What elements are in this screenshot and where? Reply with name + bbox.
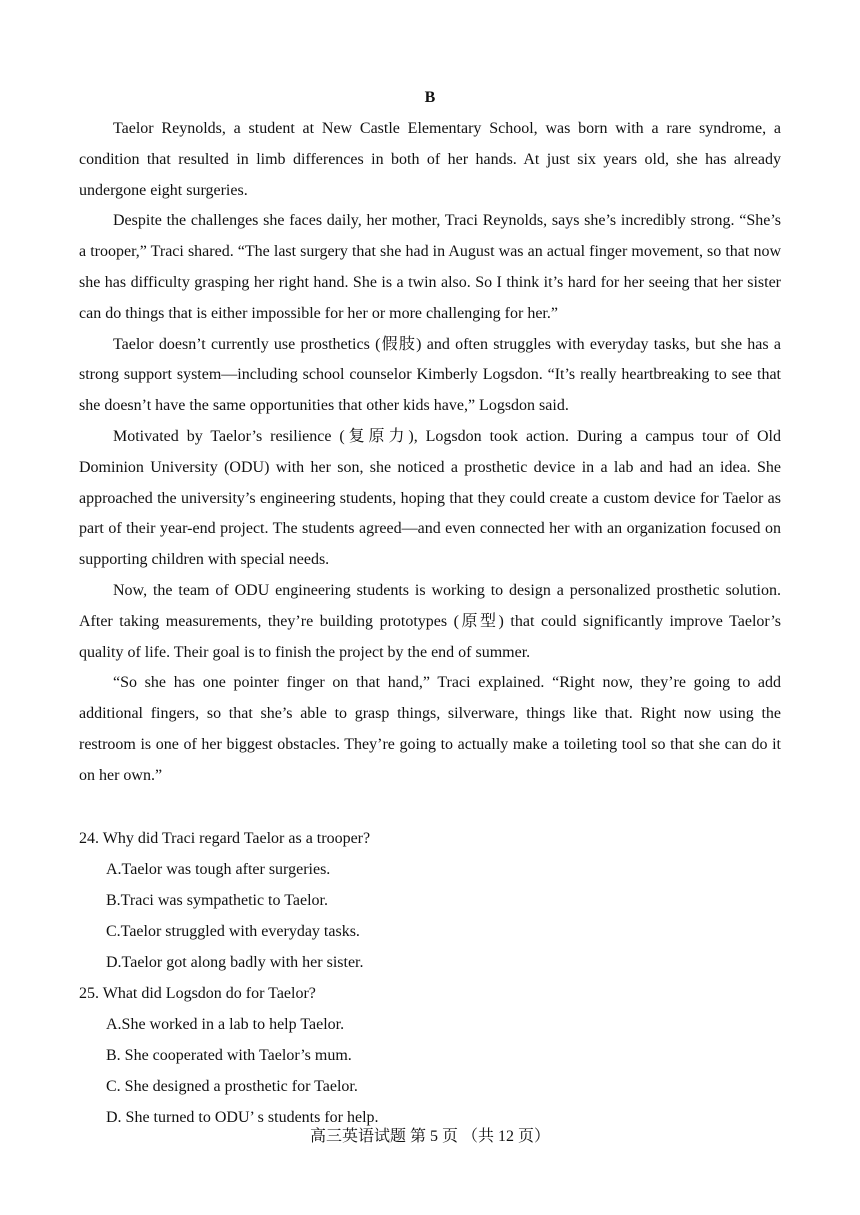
question-stem: 24. Why did Traci regard Taelor as a trooper? <box>79 830 371 847</box>
option-c: C.Taelor struggled with everyday tasks. <box>106 923 360 940</box>
passage-paragraph: Taelor Reynolds, a student at New Castle Elementary School, was born with a rare syndrome, a condition that resulted in limb differences in both of her hands. At just six years old, she has already undergone eight surgeries. <box>79 120 781 199</box>
passage-paragraph: Now, the team of ODU engineering students is working to design a personalized prosthetic solution. After taking measurements, they’re building prototypes (原型) that could significantly improve Taelor’s quality of life. Their goal is to finish the project by the end of summer. <box>79 581 781 661</box>
passage-paragraph: “So she has one pointer finger on that hand,” Traci explained. “Right now, they’re going to add additional fingers, so that she’s able to grasp things, silverware, things like that. Right now using the restroom is one of her biggest obstacles. They’re going to actually make a toileting tool so that she can do it on her own.” <box>79 674 781 784</box>
question-24 <box>79 823 781 978</box>
question-list <box>79 823 781 1133</box>
passage-paragraph: Despite the challenges she faces daily, her mother, Traci Reynolds, says she’s incredibly strong. “She’s a trooper,” Traci shared. “The last surgery that she had in August was an actual finger movement, so that now she has difficulty grasping her right hand. She is a twin also. So I think it’s hard for her seeing that her sister can do things that is either impossible for her or more challenging for her.” <box>79 212 781 322</box>
question-25 <box>79 978 781 1133</box>
reading-passage <box>79 114 781 792</box>
section-title: B <box>424 89 436 106</box>
passage-paragraph: Motivated by Taelor’s resilience (复原力), Logsdon took action. During a campus tour of Old Dominion University (ODU) with her son, she noticed a prosthetic device in a lab and had an idea. She approached the university’s engineering students, hoping that they could create a custom device for Taelor as part of their year-end project. The students agreed—and even connected her with an organization focused on supporting children with special needs. <box>79 427 781 569</box>
option-d: D.Taelor got along badly with her sister. <box>106 954 364 971</box>
passage-paragraph: Taelor doesn’t currently use prosthetics (假肢) and often struggles with everyday tasks, but she has a strong support system—including school counselor Kimberly Logsdon. “It’s really heartbreaking to see that she doesn’t have the same opportunities that other kids have,” Logsdon said. <box>79 335 781 415</box>
option-b: B.Traci was sympathetic to Taelor. <box>106 892 328 909</box>
option-b: B. She cooperated with Taelor’s mum. <box>106 1047 352 1064</box>
option-a: A.Taelor was tough after surgeries. <box>106 861 331 878</box>
option-d: D. She turned to ODU’ s students for help. <box>106 1109 379 1126</box>
page-footer: 高三英语试题 第 5 页 （共 12 页） <box>309 1128 550 1145</box>
question-stem: 25. What did Logsdon do for Taelor? <box>79 985 316 1002</box>
option-c: C. She designed a prosthetic for Taelor. <box>106 1078 358 1095</box>
option-a: A.She worked in a lab to help Taelor. <box>106 1016 345 1033</box>
